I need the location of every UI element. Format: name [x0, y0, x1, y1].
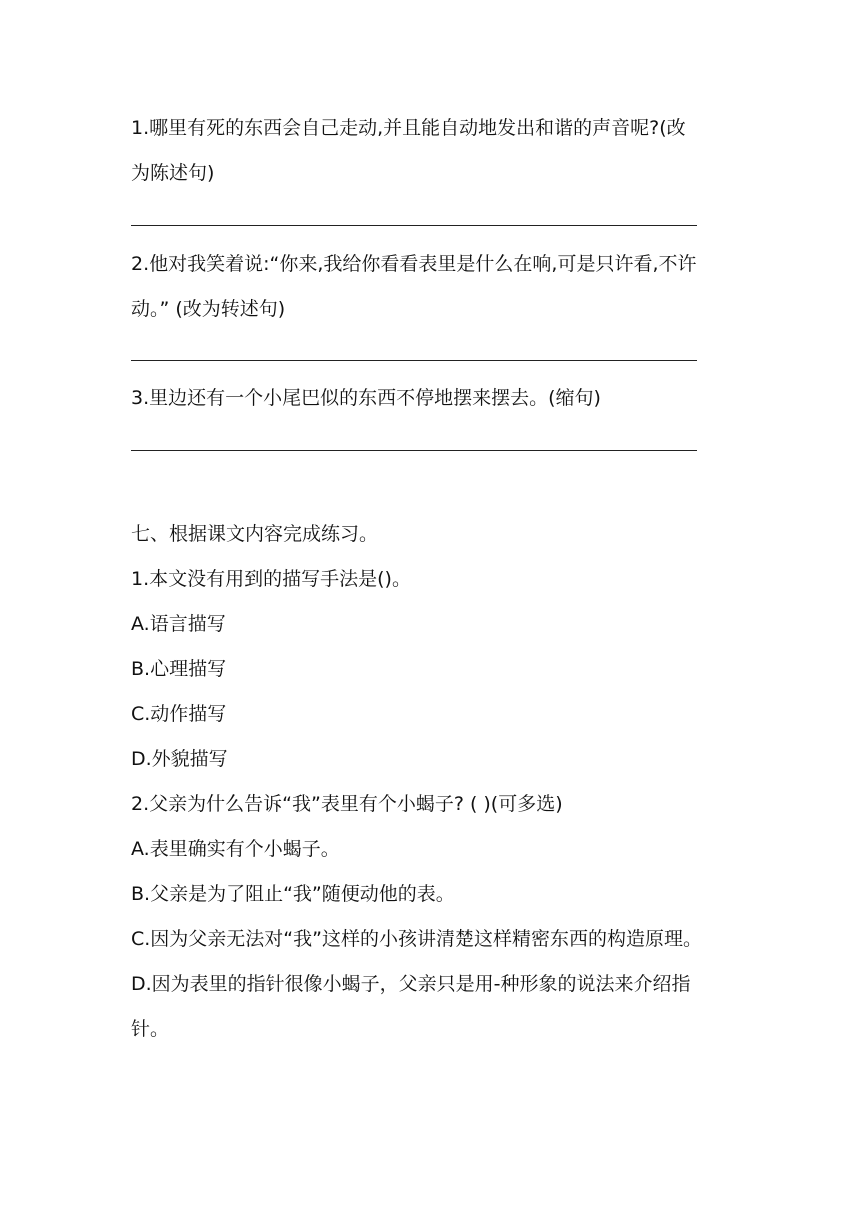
q6-1-text-line2: 为陈述句): [131, 162, 215, 184]
answer-line-q6-2: [131, 360, 697, 361]
q6-2-text-line1: 2.他对我笑着说:“你来,我给你看看表里是什么在响,可是只许看,不许: [131, 253, 697, 275]
answer-line-q6-3: [131, 450, 697, 451]
q6-2-text-line2: 动。” (改为转述句): [131, 298, 286, 320]
q7-1-option-c: C.动作描写: [131, 703, 227, 725]
section-7-heading: 七、根据课文内容完成练习。: [131, 523, 379, 545]
q7-1-option-a: A.语言描写: [131, 613, 226, 635]
q7-1-option-b: B.心理描写: [131, 658, 227, 680]
q7-2-option-d-continued: 针。: [131, 1018, 170, 1040]
q7-2-option-d: D.因为表里的指针很像小蝎子，父亲只是用-种形象的说法来介绍指: [131, 973, 691, 995]
q7-1-stem: 1.本文没有用到的描写手法是()。: [131, 568, 411, 590]
q7-2-option-c: C.因为父亲无法对“我”这样的小孩讲清楚这样精密东西的构造原理。: [131, 928, 702, 950]
q6-1-text-line1: 1.哪里有死的东西会自己走动,并且能自动地发出和谐的声音呢?(改: [131, 117, 686, 139]
q7-2-stem: 2.父亲为什么告诉“我”表里有个小蝎子? ( )(可多选): [131, 793, 563, 815]
q7-2-option-b: B.父亲是为了阻止“我”随便动他的表。: [131, 883, 455, 905]
q7-2-option-a: A.表里确实有个小蝎子。: [131, 838, 340, 860]
answer-line-q6-1: [131, 225, 697, 226]
q6-3-text: 3.里边还有一个小尾巴似的东西不停地摆来摆去。(缩句): [131, 387, 601, 409]
q7-1-option-d: D.外貌描写: [131, 748, 228, 770]
